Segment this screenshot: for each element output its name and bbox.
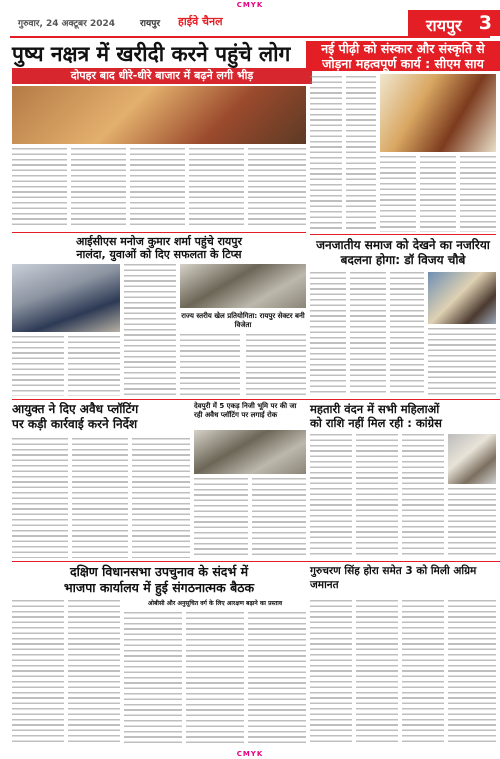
devpuri-photo (194, 430, 306, 474)
sai-photo (380, 74, 496, 152)
dakshin-text-col-2 (68, 600, 120, 744)
aayukt-headline-line1: आयुक्त ने दिए अवैध प्लॉटिंग (12, 402, 139, 416)
janjati-headline: जनजातीय समाज को देखने का नजरिया बदलना होगा: डॉ विजय चौबे (316, 238, 490, 267)
page-number: 3 (478, 12, 492, 34)
divider (12, 232, 306, 233)
dakshin-headline-line2: भाजपा कार्यालय में हुई संगठनात्मक बैठक (63, 580, 255, 595)
sai-text-col-4 (420, 156, 456, 232)
devpuri-text-col-1 (194, 478, 248, 558)
mahtari-headline (310, 402, 496, 430)
aap-text-col-1 (12, 336, 64, 396)
edition-city: रायपुर (140, 19, 161, 29)
section-banner (408, 10, 500, 36)
janjati-text-col-4 (428, 328, 496, 396)
sai-text-col-2 (346, 76, 376, 232)
sai-text-col-1 (310, 76, 342, 232)
gurucharan-text-col-4 (448, 600, 496, 744)
janjati-text-col-3 (390, 272, 424, 396)
divider (12, 561, 500, 562)
sports-text-col-1 (180, 334, 240, 396)
gurucharan-headline: गुरुचरण सिंह होरा समेत 3 को मिली अग्रिम जमानत (310, 565, 477, 591)
mahtari-headline-line2: को राशि नहीं मिल रही : कांग्रेस (310, 416, 442, 430)
obc-kicker: ओबीसी और अनुसूचित वर्ग के लिए आरक्षण बढ़ाने का प्रस्ताव (147, 600, 283, 607)
sai-headline: नई पीढ़ी को संस्कार और संस्कृति से जोड़ना महत्वपूर्ण कार्य : सीएम साय (306, 41, 500, 71)
sai-text-col-5 (460, 156, 496, 232)
aap-photo (12, 264, 120, 332)
gurucharan-text-col-1 (310, 600, 352, 744)
lead-photo (12, 86, 306, 144)
mahtari-text-col-3 (402, 434, 444, 558)
mahtari-headline-line1: महतारी वंदन में सभी महिलाओं (310, 402, 440, 416)
aap-text-col-2 (68, 336, 120, 396)
obc-text-col-1 (124, 612, 182, 744)
dakshin-text-col-1 (12, 600, 64, 744)
devpuri-headline: देवपुरी में 5 एकड़ निजी भूमि पर की जा रही अवैध प्लॉटिंग पर लगाई रोक (194, 402, 297, 419)
devpuri-text-col-2 (252, 478, 306, 558)
issue-date: गुरुवार, 24 अक्टूबर 2024 (18, 19, 115, 29)
obc-text-col-2 (186, 612, 244, 744)
lead-text-col-5 (248, 148, 306, 228)
obc-text-col-3 (248, 612, 306, 744)
lead-headline: पुष्य नक्षत्र में खरीदी करने पहुंचे लोग (12, 42, 291, 66)
janjati-text-col-2 (350, 272, 386, 396)
sports-text-col-2 (246, 334, 306, 396)
newspaper-brand: हाईवे चैनल (178, 15, 223, 28)
cmyk-mark-bottom: CMYK (236, 750, 264, 758)
gurucharan-text-col-2 (356, 600, 398, 744)
gurucharan-text-col-3 (402, 600, 444, 744)
aap-headline-line2: नालंदा, युवाओं को दिए सफलता के टिप्स (76, 248, 242, 261)
sports-kicker: राज्य स्तरीय खेल प्रतियोगिता: रायपुर सेक्टर बनी विजेता (181, 312, 305, 329)
dakshin-headline (12, 564, 306, 596)
sports-photo (180, 264, 306, 308)
mahtari-photo (448, 434, 496, 484)
aap-headline (12, 235, 306, 261)
dakshin-headline-line1: दक्षिण विधानसभा उपचुनाव के संदर्भ में (69, 564, 249, 579)
lead-text-col-2 (71, 148, 126, 228)
cmyk-mark-top: CMYK (236, 1, 264, 9)
aayukt-headline-line2: पर कड़ी कार्रवाई करने निर्देश (12, 417, 138, 431)
aayukt-text-col-2 (72, 438, 128, 558)
mahtari-text-col-4 (448, 488, 496, 558)
aayukt-text-col-3 (132, 438, 190, 558)
lead-text-col-3 (130, 148, 185, 228)
lead-text-col-1 (12, 148, 67, 228)
divider (12, 399, 500, 400)
mahtari-text-col-1 (310, 434, 352, 558)
aayukt-headline (12, 402, 190, 432)
masthead-rule (10, 36, 490, 38)
divider (310, 234, 496, 235)
aayukt-text-col-1 (12, 438, 68, 558)
section-name: रायपुर (426, 16, 462, 35)
janjati-text-col-1 (310, 272, 346, 396)
mahtari-text-col-2 (356, 434, 398, 558)
lead-subheadline: दोपहर बाद धीरे-धीरे बाजार में बढ़ने लगी भीड़ (12, 68, 312, 84)
aap-headline-line1: आईसीएस मनोज कुमार शर्मा पहुंचे रायपुर (75, 235, 243, 248)
aap-text-col-3 (124, 264, 176, 396)
lead-text-col-4 (189, 148, 244, 228)
janjati-photo (428, 272, 496, 324)
sai-text-col-3 (380, 156, 416, 232)
